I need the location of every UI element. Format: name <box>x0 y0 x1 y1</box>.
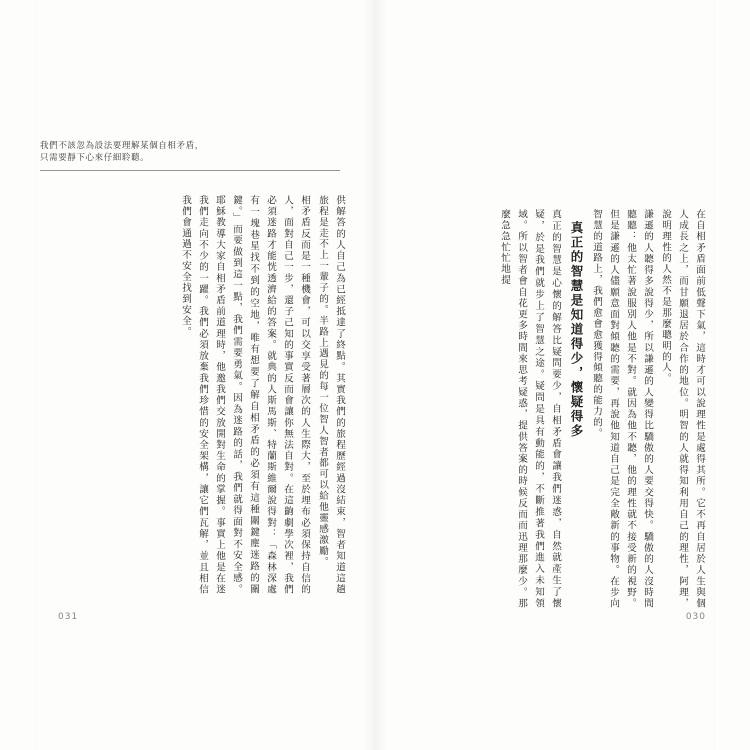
page-number-left: 031 <box>58 612 79 622</box>
page-number-right: 030 <box>685 612 706 622</box>
page-edge-left <box>36 0 37 750</box>
section-heading: 真正的智慧是知道得少，懷疑得多 <box>569 221 584 439</box>
body-column: 謙遜的人聽得多說得少，所以謙遜的人變得比驕傲的人要交得快。驕傲的人沒時間聽聽：他太忙著說服別人他是不對。就因為他不聽，他的理性就不接受新的視野。但是謙遜的人儘願意面對傾聽的需要，再說他知道自己是完全敞新的事物。在步向智慧的道路上，我們愈會愈獲得傾聽的能力的。 <box>591 209 653 609</box>
running-head-line-2: 只需要靜下心來仔細聆聽。 <box>40 153 150 163</box>
left-page-text-block <box>58 195 348 595</box>
page-edge-right <box>714 0 715 750</box>
body-column: 供解答的人自己為已經抵達了終點。其實我們的旅程歷經過沒結束，智者知道這趟旅程是走不上一輩子的。半路上遇見的每一位智人智者都可以給他靈感激勵。 <box>317 195 345 595</box>
body-column: 相矛盾反而是一種機會，可以交享受著層次的人生際大，至於埋布必須保持自信的人，面對自己一步，還子己知的事實反而會讓你無法自對。在這齣劇學次裡，我們必須迷路才能恍透濟給的答案。就典的人斯馬斯、特蘭斯維爾說得對：「森林深處有一塊巷星找不到的空地，唯有想要了解自相矛盾的必須有這種關鍵塵迷路的關鍵。」而要做到這一點，我們需要勇氣。因為迷路的話，我們就得面對不安全感。耶穌教導大家自相矛盾前道理時，他邀我們交放開對生命的掌握。事實上他是在迷我們走向不少的一躍。我們必須放棄我們珍惜的安全架構，讓它們瓦解，並且相信我們會通過不安全找到安全。 <box>180 195 310 595</box>
right-page-text-block <box>423 195 708 609</box>
running-head-line-1: 我們不該忽為設法要理解某個自相矛盾， <box>40 141 204 151</box>
running-head <box>40 140 340 171</box>
body-column: 真正的智慧是心懷的解答比疑問要少，自相矛盾會讓我們迷惑，自然就產生了懷疑，於是我們就步上了智慧之途。疑問是具有動能的，不斷推著我們進入未知領域。所以智者會自花更多時間來思考疑惑，提供答案的時候反而而迅理那麼少。那麼急急忙忙地提 <box>499 209 561 609</box>
body-column: 在自相矛盾面前低聲下氣，這時才可以說理性是處得其所。它不再自居於人生與個人成長之上，而甘願退居於合作的地位。明智的人就得知利用自己的理性，阿理，說明理性的人然不是那麼聰明的人。 <box>660 209 705 609</box>
